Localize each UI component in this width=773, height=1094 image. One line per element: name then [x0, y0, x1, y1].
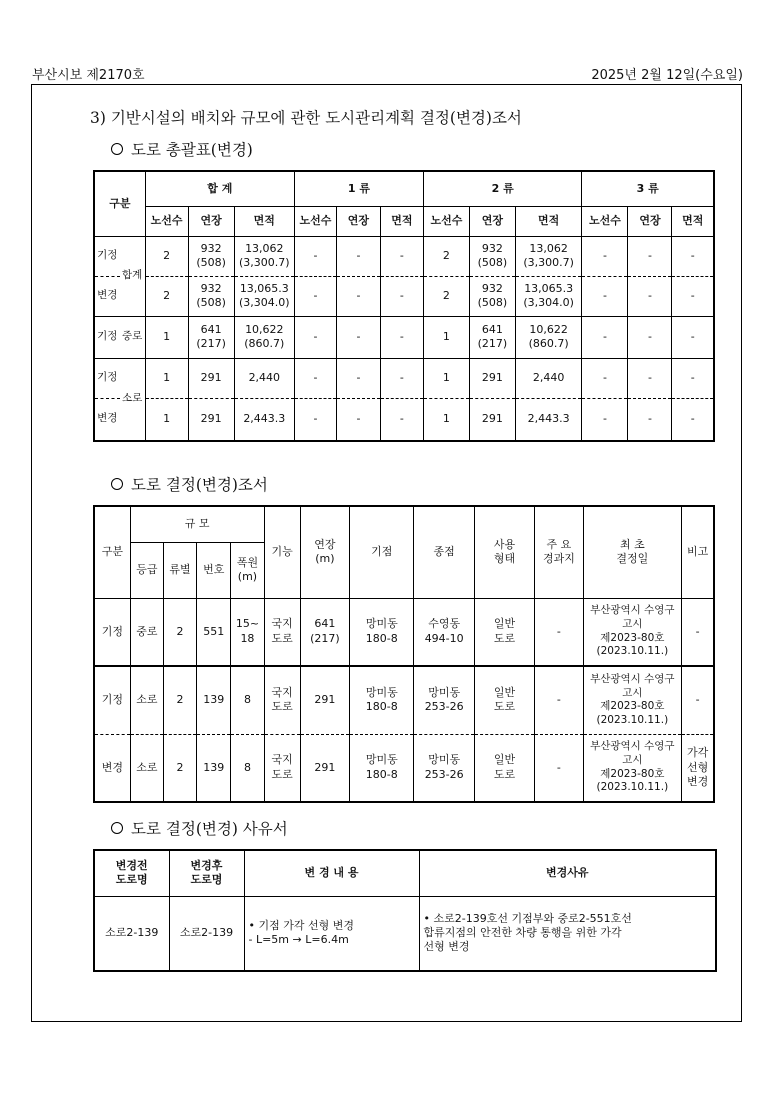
decision-number-cell: 551 — [197, 598, 231, 666]
decision-function-cell: 국지 도로 — [264, 598, 300, 666]
table-cell: 2 — [423, 236, 469, 276]
table-cell: 641 (217) — [188, 316, 234, 358]
table-cell: 13,062 (3,300.7) — [234, 236, 294, 276]
table-cell: - — [672, 236, 714, 276]
table-cell: 2,443.3 — [234, 398, 294, 441]
decision-gubun-cell: 기정 — [94, 598, 130, 666]
decision-class-cell: 2 — [163, 666, 196, 734]
decision-grade-cell: 소로 — [130, 666, 163, 734]
table-cell: 932 (508) — [188, 236, 234, 276]
before-road-name: 소로2-139 — [94, 896, 169, 971]
row-label: 기정 — [94, 358, 120, 398]
table-cell: 2 — [145, 276, 188, 316]
row-label: 변경 — [94, 276, 120, 316]
group-header: 3 류 — [582, 171, 714, 206]
sub-header: 연장 — [188, 206, 234, 236]
decision-note-cell: 가각 선형 변경 — [682, 734, 714, 802]
col-length: 연장 (m) — [300, 506, 349, 598]
table-cell: 1 — [145, 358, 188, 398]
table-cell: - — [380, 398, 423, 441]
table-cell: - — [628, 398, 672, 441]
table-cell: - — [628, 276, 672, 316]
table-cell: 1 — [423, 358, 469, 398]
table-cell: - — [582, 276, 628, 316]
table-cell: 13,062 (3,300.7) — [515, 236, 581, 276]
decision-grade-cell: 소로 — [130, 734, 163, 802]
decision-first-cell: 부산광역시 수영구 고시 제2023-80호 (2023.10.11.) — [583, 598, 682, 666]
after-road-name: 소로2-139 — [169, 896, 244, 971]
decision-first-cell: 부산광역시 수영구 고시 제2023-80호 (2023.10.11.) — [583, 666, 682, 734]
table-cell: 932 (508) — [469, 276, 515, 316]
sub-header: 연장 — [628, 206, 672, 236]
col-class: 류별 — [163, 542, 196, 598]
col-before-name: 변경전 도로명 — [94, 850, 169, 896]
table-cell: 291 — [469, 358, 515, 398]
decision-via-cell: - — [535, 598, 583, 666]
decision-number-cell: 139 — [197, 666, 231, 734]
row-label: 기정 — [94, 236, 120, 276]
table-cell: - — [582, 358, 628, 398]
table-cell: 10,622 (860.7) — [515, 316, 581, 358]
sub-header: 노선수 — [423, 206, 469, 236]
decision-grade-cell: 중로 — [130, 598, 163, 666]
decision-start-cell: 망미동 180-8 — [350, 666, 414, 734]
decision-via-cell: - — [535, 666, 583, 734]
decision-length-cell: 291 — [300, 734, 349, 802]
decision-class-cell: 2 — [163, 734, 196, 802]
table-cell: 1 — [423, 398, 469, 441]
decision-usage-cell: 일반 도로 — [474, 734, 534, 802]
summary-table — [93, 170, 715, 442]
col-change-content: 변 경 내 용 — [244, 850, 419, 896]
table-cell: 1 — [145, 316, 188, 358]
table-cell: - — [672, 276, 714, 316]
decision-length-cell: 291 — [300, 666, 349, 734]
page-header-right: 2025년 2월 12일(수요일) — [591, 68, 743, 83]
sub-header: 노선수 — [582, 206, 628, 236]
decision-width-cell: 15~ 18 — [231, 598, 264, 666]
table-cell: - — [336, 358, 380, 398]
col-after-name: 변경후 도로명 — [169, 850, 244, 896]
change-reason: • 소로2-139호선 기점부와 중로2-551호선 합류지점의 안전한 차량 통행을 위한 가각 선형 변경 — [419, 896, 716, 971]
decision-first-cell: 부산광역시 수영구 고시 제2023-80호 (2023.10.11.) — [583, 734, 682, 802]
table-cell: 291 — [188, 398, 234, 441]
table-cell: 13,065.3 (3,304.0) — [234, 276, 294, 316]
col-usage: 사용 형태 — [474, 506, 534, 598]
table-cell: 2 — [423, 276, 469, 316]
section-title: 3) 기반시설의 배치와 규모에 관한 도시관리계획 결정(변경)조서 — [90, 109, 522, 127]
sub-header: 연장 — [469, 206, 515, 236]
circle-bullet-icon — [111, 478, 123, 490]
decision-note-cell: - — [682, 598, 714, 666]
table-cell: - — [295, 316, 337, 358]
table-cell: 291 — [188, 358, 234, 398]
table-cell: 13,065.3 (3,304.0) — [515, 276, 581, 316]
col-scale: 규 모 — [130, 506, 264, 542]
table-cell: 932 (508) — [469, 236, 515, 276]
col-number: 번호 — [197, 542, 231, 598]
row-category: 소로 — [120, 358, 146, 441]
reason-subtitle: 도로 결정(변경) 사유서 — [111, 817, 288, 839]
table-cell: 291 — [469, 398, 515, 441]
page-header-left: 부산시보 제2170호 — [32, 68, 145, 83]
row-label: 변경 — [94, 398, 120, 441]
table-cell: 2,443.3 — [515, 398, 581, 441]
decision-width-cell: 8 — [231, 734, 264, 802]
decision-gubun-cell: 변경 — [94, 734, 130, 802]
sub-header: 연장 — [336, 206, 380, 236]
table-cell: - — [380, 316, 423, 358]
decision-usage-cell: 일반 도로 — [474, 598, 534, 666]
table-cell: - — [295, 358, 337, 398]
row-category: 합계 — [120, 236, 146, 316]
decision-subtitle: 도로 결정(변경)조서 — [111, 473, 268, 495]
table-cell: - — [295, 236, 337, 276]
decision-via-cell: - — [535, 734, 583, 802]
decision-usage-cell: 일반 도로 — [474, 666, 534, 734]
table-cell: - — [336, 236, 380, 276]
table-cell: - — [582, 398, 628, 441]
table-cell: - — [672, 398, 714, 441]
decision-note-cell: - — [682, 666, 714, 734]
decision-end-cell: 망미동 253-26 — [414, 666, 474, 734]
table-cell: - — [672, 358, 714, 398]
sub-header: 면적 — [672, 206, 714, 236]
col-via: 주 요 경과지 — [535, 506, 583, 598]
group-header: 2 류 — [423, 171, 582, 206]
table-cell: - — [582, 236, 628, 276]
decision-length-cell: 641 (217) — [300, 598, 349, 666]
decision-gubun-cell: 기정 — [94, 666, 130, 734]
decision-function-cell: 국지 도로 — [264, 666, 300, 734]
reason-table — [93, 849, 717, 972]
table-cell: - — [380, 236, 423, 276]
table-cell: - — [628, 358, 672, 398]
table-cell: - — [628, 316, 672, 358]
table-cell: - — [336, 316, 380, 358]
table-cell: - — [582, 316, 628, 358]
decision-function-cell: 국지 도로 — [264, 734, 300, 802]
group-header: 합 계 — [145, 171, 294, 206]
table-cell: - — [295, 398, 337, 441]
table-cell: 2,440 — [515, 358, 581, 398]
table-cell: - — [336, 398, 380, 441]
sub-header: 면적 — [515, 206, 581, 236]
table-cell: - — [336, 276, 380, 316]
decision-width-cell: 8 — [231, 666, 264, 734]
table-cell: 2 — [145, 236, 188, 276]
change-content: • 기점 가각 선형 변경 - L=5m → L=6.4m — [244, 896, 419, 971]
row-label: 기정 — [94, 316, 120, 358]
table-cell: - — [380, 358, 423, 398]
sub-header: 노선수 — [145, 206, 188, 236]
col-function: 기능 — [264, 506, 300, 598]
sub-header: 면적 — [234, 206, 294, 236]
col-width: 폭원 (m) — [231, 542, 264, 598]
decision-end-cell: 망미동 253-26 — [414, 734, 474, 802]
decision-end-cell: 수영동 494-10 — [414, 598, 474, 666]
decision-start-cell: 망미동 180-8 — [350, 598, 414, 666]
col-grade: 등급 — [130, 542, 163, 598]
circle-bullet-icon — [111, 143, 123, 155]
col-end: 종점 — [414, 506, 474, 598]
col-note: 비고 — [682, 506, 714, 598]
table-cell: 1 — [423, 316, 469, 358]
table-cell: - — [380, 276, 423, 316]
col-gubun: 구분 — [94, 506, 130, 598]
col-change-reason: 변경사유 — [419, 850, 716, 896]
decision-class-cell: 2 — [163, 598, 196, 666]
table-cell: 932 (508) — [188, 276, 234, 316]
group-header: 1 류 — [295, 171, 424, 206]
decision-start-cell: 망미동 180-8 — [350, 734, 414, 802]
sub-header: 노선수 — [295, 206, 337, 236]
decision-table — [93, 505, 715, 803]
summary-subtitle: 도로 총괄표(변경) — [111, 138, 253, 160]
col-gubun: 구분 — [94, 171, 145, 236]
col-first-decision: 최 초 결정일 — [583, 506, 682, 598]
table-cell: 641 (217) — [469, 316, 515, 358]
table-cell: - — [295, 276, 337, 316]
circle-bullet-icon — [111, 822, 123, 834]
table-cell: 1 — [145, 398, 188, 441]
table-cell: 10,622 (860.7) — [234, 316, 294, 358]
table-cell: 2,440 — [234, 358, 294, 398]
table-cell: - — [672, 316, 714, 358]
row-category: 중로 — [120, 316, 146, 358]
table-cell: - — [628, 236, 672, 276]
decision-number-cell: 139 — [197, 734, 231, 802]
col-start: 기점 — [350, 506, 414, 598]
sub-header: 면적 — [380, 206, 423, 236]
